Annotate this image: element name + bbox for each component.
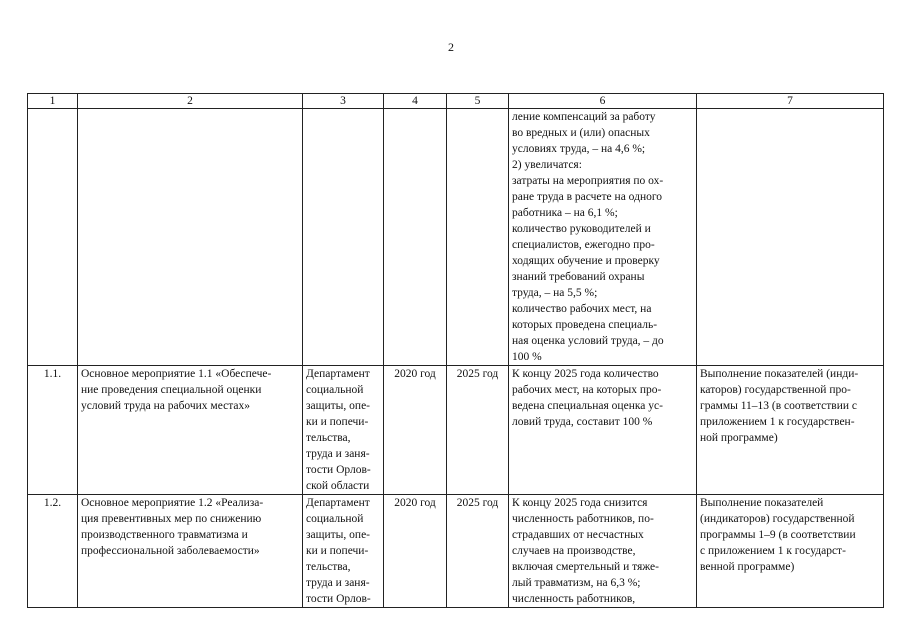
row-number: 1.1.: [28, 366, 78, 495]
header-col-6: 6: [509, 94, 697, 109]
table-row: [28, 366, 884, 495]
header-col-5: 5: [447, 94, 509, 109]
page-number: 2: [448, 40, 454, 54]
start-year-cell: 2020 год: [384, 366, 447, 495]
header-col-2: 2: [78, 94, 303, 109]
result-cell: К концу 2025 года количество рабочих мест, на которых про- ведена специальная оценка ус- ловий труда, составит 100 %: [509, 366, 697, 495]
result-cell: ление компенсаций за работу во вредных и (или) опасных условиях труда, – на 4,6 %; 2) увеличатся: затраты на мероприятия по ох- ране труда в расчете на одного работника – на 6,1 %; количество руководителей и специалистов, ежегодно про- ходящих обучение и проверку знаний требований охраны труда, – на 5,5 %; количество рабочих мест, на которых проведена специаль- ная оценка условий труда, – до 100 %: [509, 109, 697, 366]
table-row: [28, 109, 884, 366]
result-cell: К концу 2025 года снизится численность работников, по- страдавших от несчастных случаев на производстве, включая смертельный и тяже- лый травматизм, на 6,3 %; численность работников,: [509, 495, 697, 608]
executor-cell: [303, 109, 384, 366]
start-year-cell: 2020 год: [384, 495, 447, 608]
activity-cell: [78, 109, 303, 366]
row-number: [28, 109, 78, 366]
row-number: 1.2.: [28, 495, 78, 608]
activity-cell: Основное мероприятие 1.1 «Обеспече- ние проведения специальной оценки условий труда на рабочих местах»: [78, 366, 303, 495]
header-row: [28, 94, 884, 109]
header-col-4: 4: [384, 94, 447, 109]
indicator-link-cell: Выполнение показателей (индикаторов) государственной программы 1–9 (в соответствии с приложением 1 к государст- венной программе): [697, 495, 884, 608]
table-row: [28, 495, 884, 608]
start-year-cell: [384, 109, 447, 366]
end-year-cell: 2025 год: [447, 366, 509, 495]
activities-table: [27, 93, 884, 608]
end-year-cell: [447, 109, 509, 366]
indicator-link-cell: Выполнение показателей (инди- каторов) государственной про- граммы 11–13 (в соответствии с приложением 1 к государствен- ной программе): [697, 366, 884, 495]
activity-cell: Основное мероприятие 1.2 «Реализа- ция превентивных мер по снижению производственного травматизма и профессиональной заболеваемости»: [78, 495, 303, 608]
executor-cell: Департамент социальной защиты, опе- ки и попечи- тельства, труда и заня- тости Орлов-: [303, 495, 384, 608]
executor-cell: Департамент социальной защиты, опе- ки и попечи- тельства, труда и заня- тости Орлов- ской области: [303, 366, 384, 495]
header-col-1: 1: [28, 94, 78, 109]
end-year-cell: 2025 год: [447, 495, 509, 608]
header-col-3: 3: [303, 94, 384, 109]
header-col-7: 7: [697, 94, 884, 109]
indicator-link-cell: [697, 109, 884, 366]
